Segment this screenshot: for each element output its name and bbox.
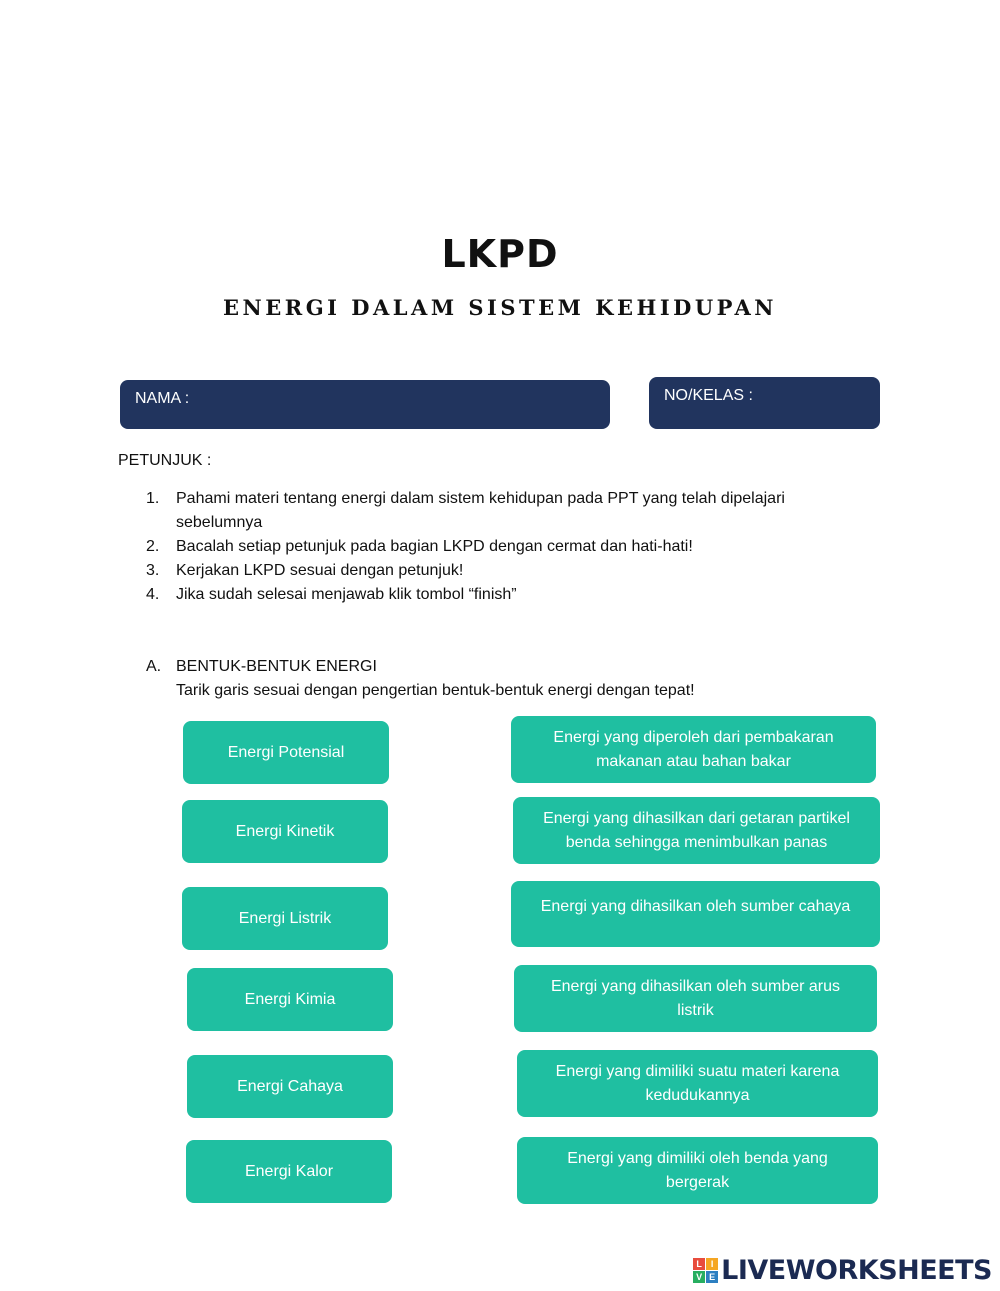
name-field-label: NAMA : (135, 390, 190, 407)
match-left-label: Energi Kalor (244, 1162, 334, 1180)
liveworksheets-logo (693, 1254, 992, 1286)
match-right-label: Energi yang dihasilkan oleh sumber arus listrik (550, 977, 841, 1019)
section-a-instruction: Tarik garis sesuai dengan pengertian bentuk-bentuk energi dengan tepat! (176, 682, 695, 699)
liveworksheets-logo-mark (693, 1258, 718, 1283)
logo-letter: V (693, 1271, 705, 1283)
name-field[interactable] (120, 380, 610, 429)
section-a-marker: A. (146, 658, 162, 675)
instruction-number: 2. (146, 538, 160, 555)
match-right-definition-4[interactable] (514, 965, 877, 1032)
class-number-field-label: NO/KELAS : (664, 387, 753, 404)
page-title: LKPD (441, 232, 559, 276)
match-left-label: Energi Kimia (244, 990, 336, 1008)
match-right-label: Energi yang dimiliki oleh benda yang bergerak (567, 1149, 828, 1191)
instruction-number: 3. (146, 562, 160, 579)
class-number-field[interactable] (649, 377, 880, 429)
match-left-energi-cahaya[interactable] (187, 1055, 393, 1118)
match-right-label: Energi yang dimiliki suatu materi karena kedudukannya (555, 1062, 840, 1104)
match-left-energi-kalor[interactable] (186, 1140, 392, 1203)
liveworksheets-logo-text: LIVEWORKSHEETS (721, 1254, 992, 1286)
instruction-item (146, 583, 836, 607)
match-right-definition-1[interactable] (511, 716, 876, 783)
page-subtitle: ENERGI DALAM SISTEM KEHIDUPAN (223, 295, 777, 320)
match-right-label: Energi yang dihasilkan oleh sumber cahaya (540, 898, 851, 915)
instruction-item (146, 535, 836, 559)
section-a-title: BENTUK-BENTUK ENERGI (176, 658, 377, 675)
match-left-energi-potensial[interactable] (183, 721, 389, 784)
instruction-item (146, 559, 836, 583)
instruction-text: Kerjakan LKPD sesuai dengan petunjuk! (176, 562, 464, 579)
match-left-label: Energi Cahaya (237, 1077, 343, 1095)
match-left-energi-listrik[interactable] (182, 887, 388, 950)
match-right-label: Energi yang diperoleh dari pembakaran makanan atau bahan bakar (553, 728, 834, 770)
instruction-text: Jika sudah selesai menjawab klik tombol “finish” (176, 586, 517, 603)
instruction-number: 4. (146, 586, 160, 603)
match-right-definition-5[interactable] (517, 1050, 878, 1117)
match-right-definition-2[interactable] (513, 797, 880, 864)
match-left-label: Energi Kinetik (235, 822, 335, 840)
section-a-heading (146, 655, 377, 679)
instruction-item (146, 487, 836, 535)
match-right-definition-6[interactable] (517, 1137, 878, 1204)
match-left-energi-kimia[interactable] (187, 968, 393, 1031)
instruction-text: Pahami materi tentang energi dalam sistem kehidupan pada PPT yang telah dipelajari sebelumnya (176, 490, 785, 531)
instructions-list (146, 487, 836, 607)
instruction-text: Bacalah setiap petunjuk pada bagian LKPD dengan cermat dan hati-hati! (176, 538, 693, 555)
logo-letter: L (693, 1258, 705, 1270)
match-left-label: Energi Potensial (227, 743, 345, 761)
match-right-definition-3[interactable] (511, 881, 880, 947)
instructions-heading: PETUNJUK : (118, 452, 212, 469)
logo-letter: I (706, 1258, 718, 1270)
instruction-number: 1. (146, 490, 160, 507)
match-right-label: Energi yang dihasilkan dari getaran partikel benda sehingga menimbulkan panas (543, 809, 850, 851)
match-left-label: Energi Listrik (238, 909, 332, 927)
logo-letter: E (706, 1271, 718, 1283)
match-left-energi-kinetik[interactable] (182, 800, 388, 863)
